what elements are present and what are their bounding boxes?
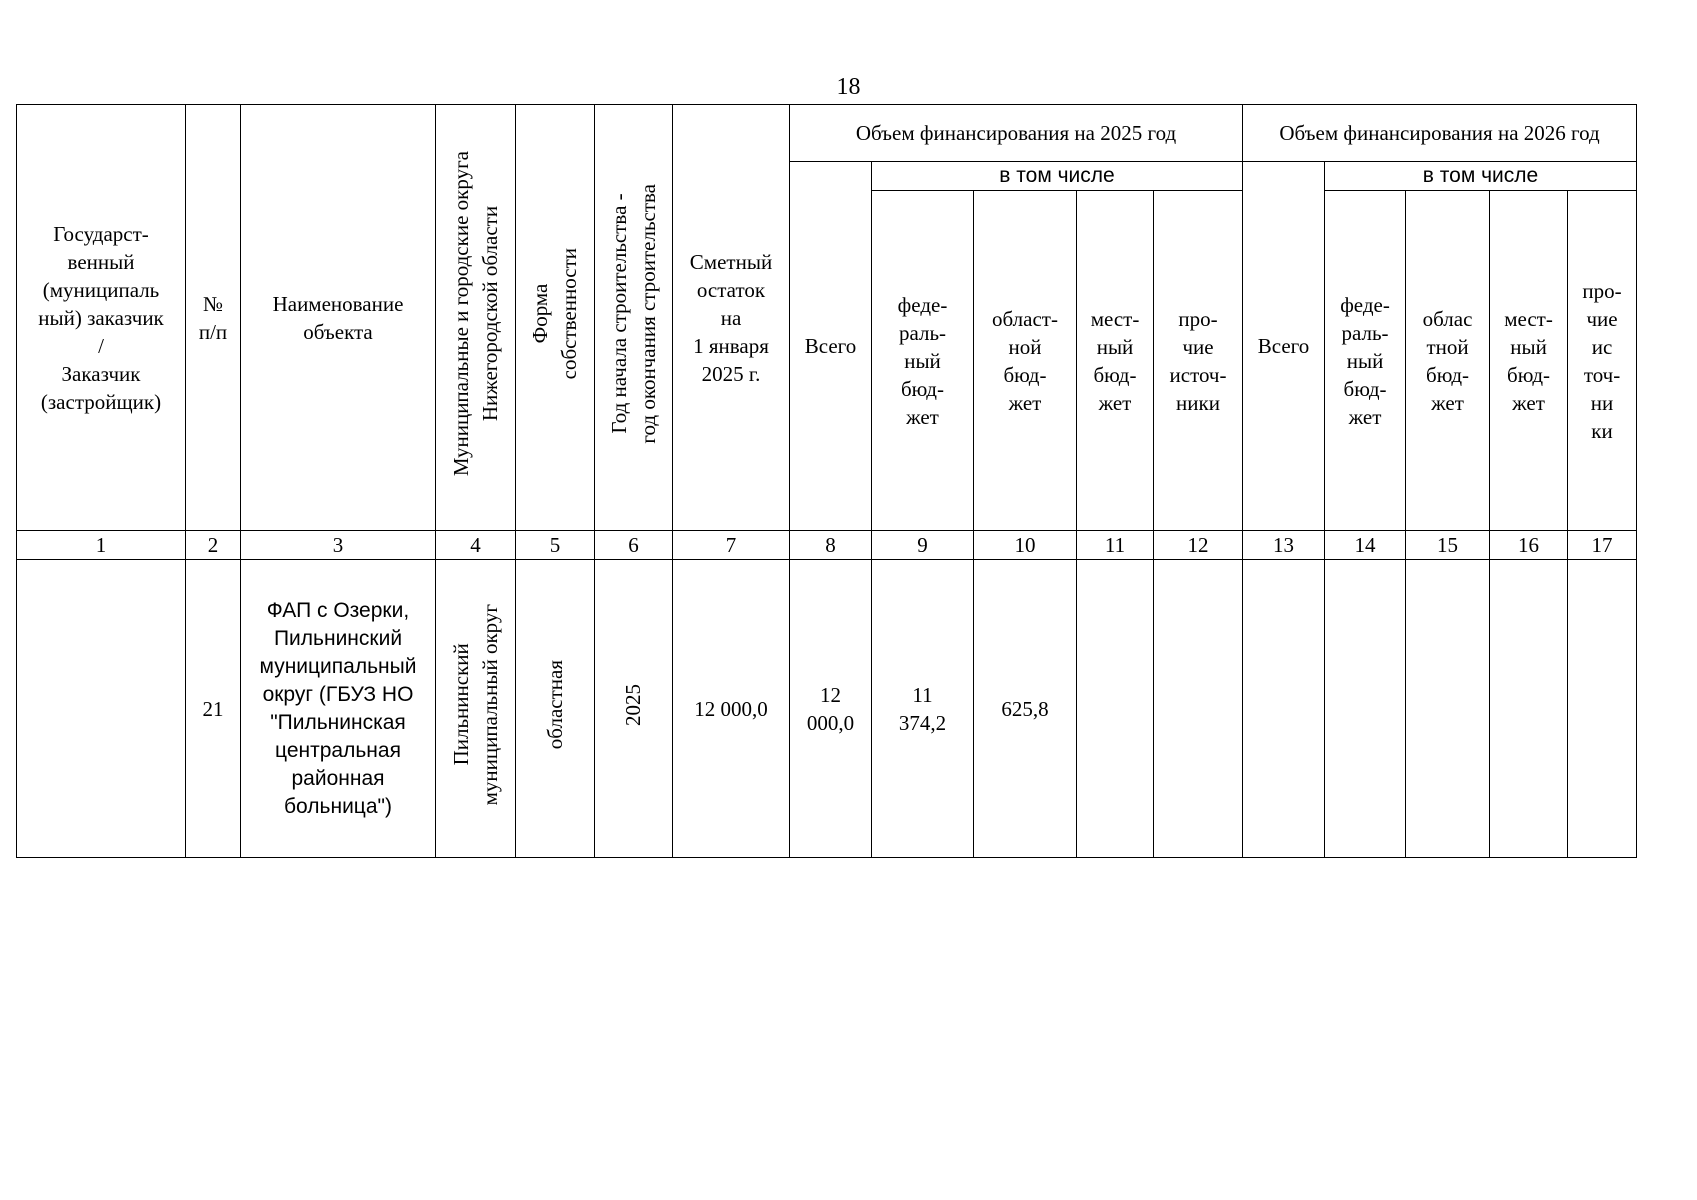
column-number: 6 bbox=[595, 531, 673, 560]
column-number: 14 bbox=[1325, 531, 1406, 560]
cell-remainder: 12 000,0 bbox=[673, 560, 790, 858]
header-local-2026: мест- ный бюд- жет bbox=[1490, 191, 1568, 531]
header-years-text: Год начала строительства - год окончания строительства bbox=[606, 184, 660, 444]
cell-regional-2025: 625,8 bbox=[974, 560, 1077, 858]
header-districts-text: Муниципальные и городские округа Нижегородской области bbox=[448, 151, 502, 477]
header-total-2025: Всего bbox=[790, 162, 872, 531]
cell-district-text: Пильнинский муниципальный округ bbox=[448, 604, 502, 806]
header-districts bbox=[436, 105, 516, 531]
column-number: 8 bbox=[790, 531, 872, 560]
cell-years bbox=[595, 560, 673, 858]
column-number: 2 bbox=[186, 531, 241, 560]
header-number: № п/п bbox=[186, 105, 241, 531]
header-remainder: Сметный остаток на 1 января 2025 г. bbox=[673, 105, 790, 531]
header-federal-2026: феде- раль- ный бюд- жет bbox=[1325, 191, 1406, 531]
cell-local-2026 bbox=[1490, 560, 1568, 858]
header-including-2026: в том числе bbox=[1325, 162, 1637, 191]
header-years bbox=[595, 105, 673, 531]
cell-ownership bbox=[516, 560, 595, 858]
column-number: 17 bbox=[1568, 531, 1637, 560]
header-local-2025: мест- ный бюд- жет bbox=[1077, 191, 1154, 531]
column-number-row bbox=[17, 531, 1637, 560]
column-number: 7 bbox=[673, 531, 790, 560]
table-row bbox=[17, 560, 1637, 858]
column-number: 4 bbox=[436, 531, 516, 560]
header-ownership bbox=[516, 105, 595, 531]
cell-object-name: ФАП с Озерки, Пильнинский муниципальный округ (ГБУЗ НО "Пильнинская центральная районная больница") bbox=[241, 560, 436, 858]
financing-table bbox=[16, 104, 1637, 858]
header-customer: Государст- венный (муниципаль ный) заказчик / Заказчик (застройщик) bbox=[17, 105, 186, 531]
cell-years-text: 2025 bbox=[621, 684, 645, 726]
header-regional-2026: облас тной бюд- жет bbox=[1406, 191, 1490, 531]
header-other-2025: про- чие источ- ники bbox=[1154, 191, 1243, 531]
cell-other-2026 bbox=[1568, 560, 1637, 858]
header-funding-2026: Объем финансирования на 2026 год bbox=[1243, 105, 1637, 162]
header-funding-2025: Объем финансирования на 2025 год bbox=[790, 105, 1243, 162]
column-number: 16 bbox=[1490, 531, 1568, 560]
column-number: 12 bbox=[1154, 531, 1243, 560]
column-number: 11 bbox=[1077, 531, 1154, 560]
cell-ownership-text: областная bbox=[542, 660, 567, 750]
cell-other-2025 bbox=[1154, 560, 1243, 858]
column-number: 15 bbox=[1406, 531, 1490, 560]
header-federal-2025: феде- раль- ный бюд- жет bbox=[872, 191, 974, 531]
header-object-name: Наименование объекта bbox=[241, 105, 436, 531]
header-total-2026: Всего bbox=[1243, 162, 1325, 531]
cell-federal-2025: 11 374,2 bbox=[872, 560, 974, 858]
cell-number: 21 bbox=[186, 560, 241, 858]
column-number: 1 bbox=[17, 531, 186, 560]
header-regional-2025: област- ной бюд- жет bbox=[974, 191, 1077, 531]
header-row-1 bbox=[17, 105, 1637, 162]
cell-total-2026 bbox=[1243, 560, 1325, 858]
header-including-2025: в том числе bbox=[872, 162, 1243, 191]
column-number: 10 bbox=[974, 531, 1077, 560]
cell-customer bbox=[17, 560, 186, 858]
cell-federal-2026 bbox=[1325, 560, 1406, 858]
column-number: 9 bbox=[872, 531, 974, 560]
header-other-2026: про- чие ис точ- ни ки bbox=[1568, 191, 1637, 531]
cell-local-2025 bbox=[1077, 560, 1154, 858]
page-number: 18 bbox=[836, 74, 861, 100]
column-number: 13 bbox=[1243, 531, 1325, 560]
cell-regional-2026 bbox=[1406, 560, 1490, 858]
cell-district bbox=[436, 560, 516, 858]
header-ownership-text: Форма собственности bbox=[528, 248, 581, 380]
column-number: 5 bbox=[516, 531, 595, 560]
column-number: 3 bbox=[241, 531, 436, 560]
cell-total-2025: 12 000,0 bbox=[790, 560, 872, 858]
